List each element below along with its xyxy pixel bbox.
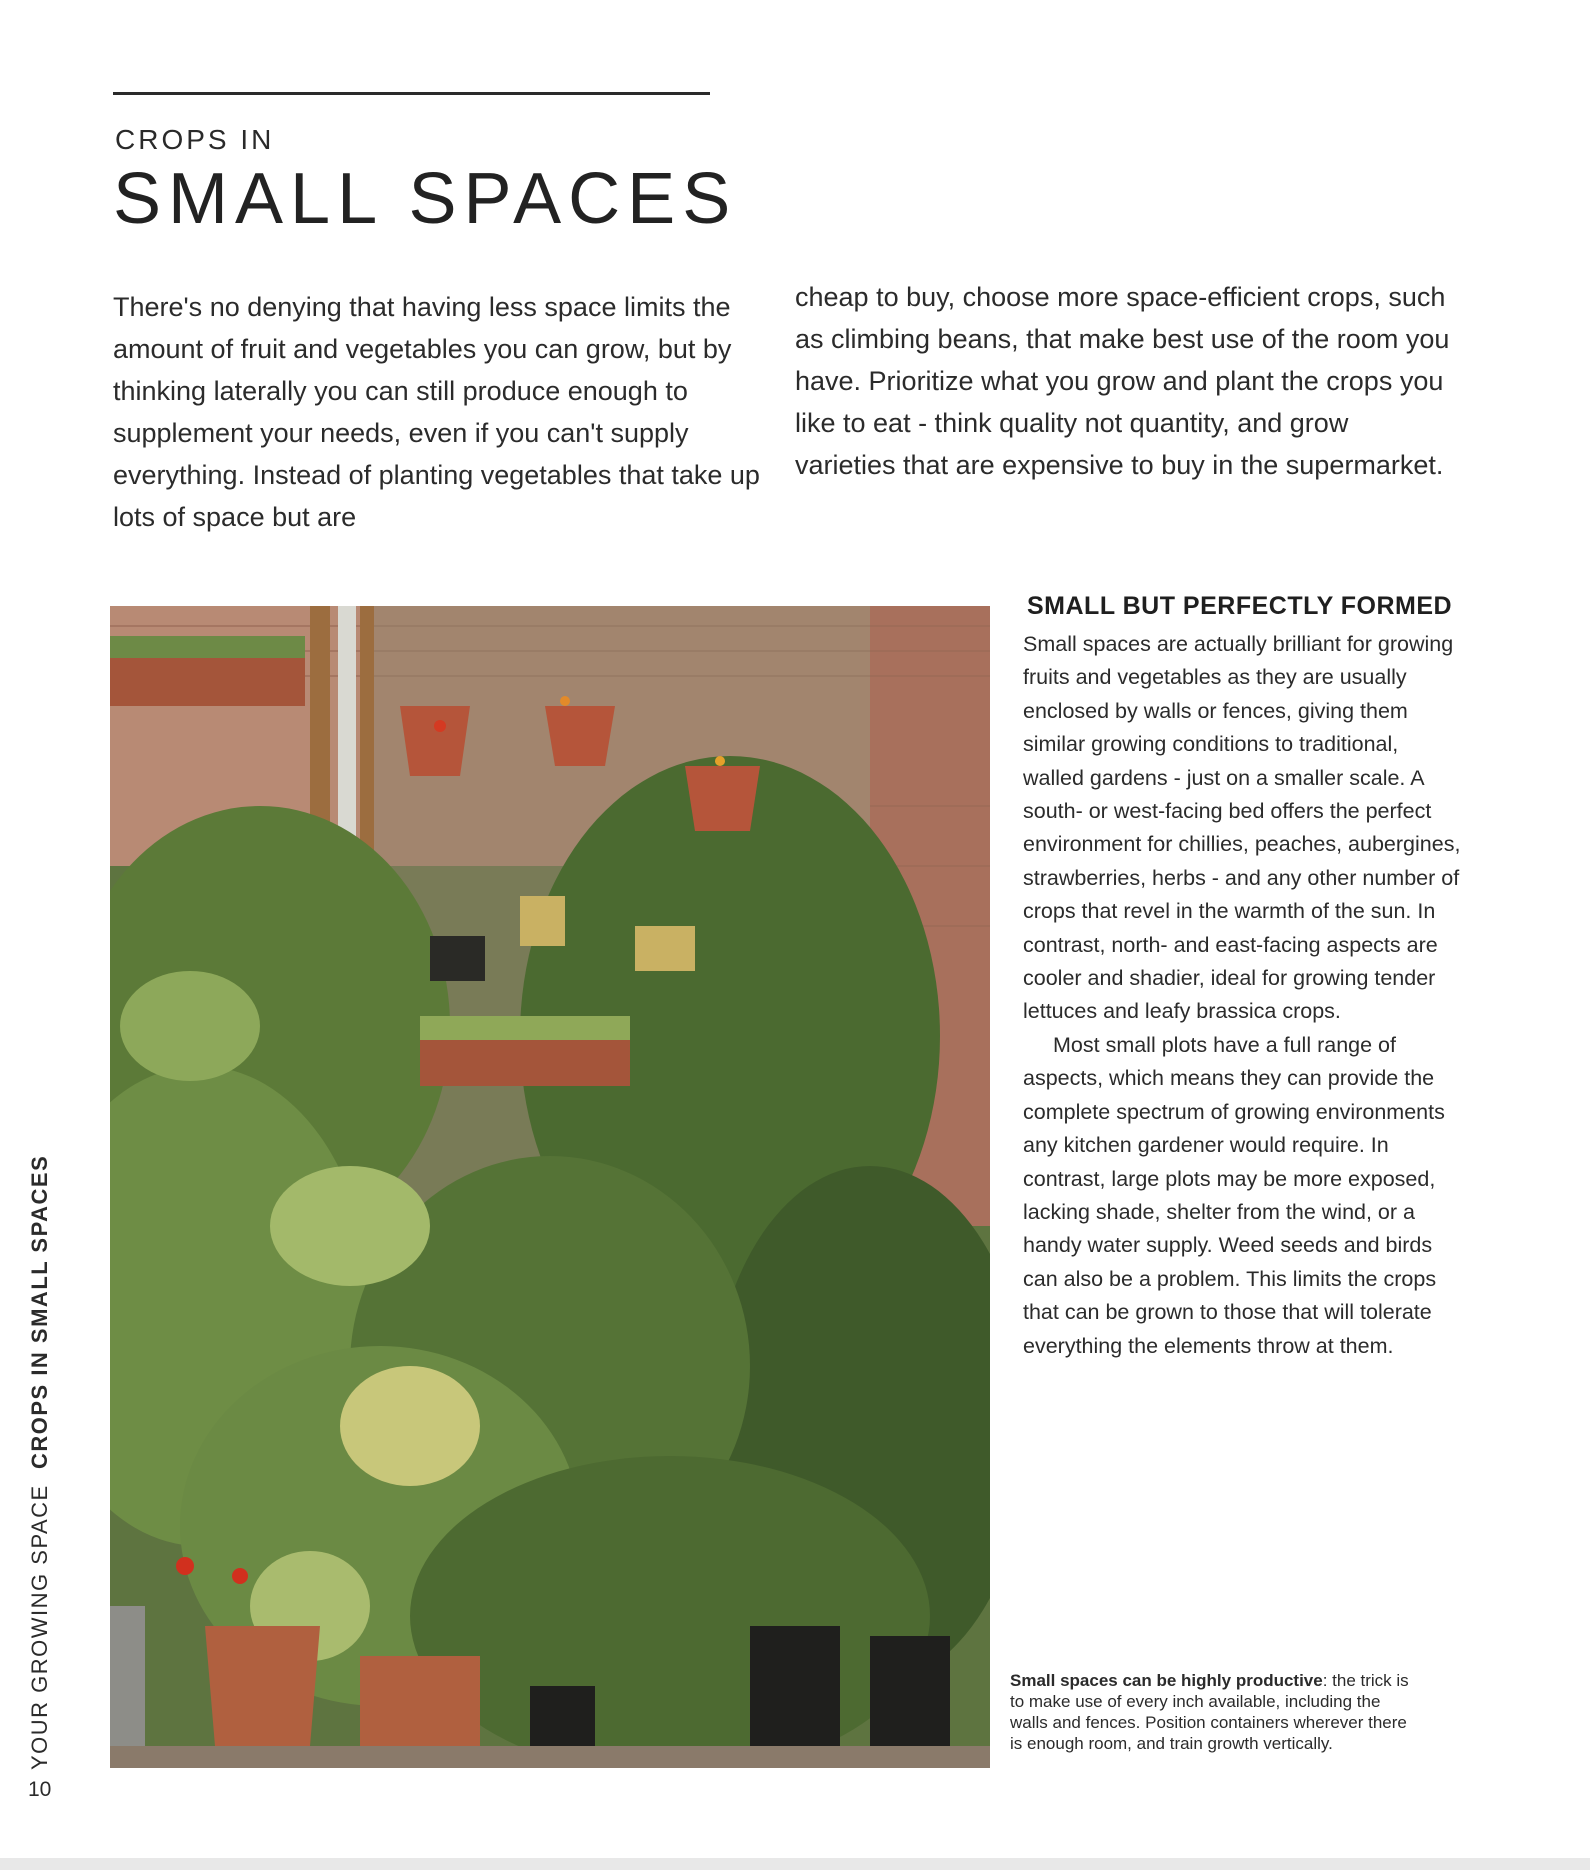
sidebar-paragraph-2: Most small plots have a full range of aspects, which means they can provide the complete spectrum of growing environments any kitchen gardener would require. In contrast, large plots may be more exposed, lacking shade, shelter from the wind, or a handy water supply. Weed seeds and birds can also be a problem. This limits the crops that can be grown to those that will tolerate everything the elements throw at them. <box>1023 1032 1445 1358</box>
sidebar-paragraph-1: Small spaces are actually brilliant for growing fruits and vegetables as they are usually enclosed by walls or fences, giving them similar growing conditions to traditional, walled gardens - just on a smaller scale. A south- or west-facing bed offers the perfect environment for chillies, peaches, aubergines, strawberries, herbs - and any other number of crops that revel in the warmth of the sun. In contrast, north- and east-facing aspects are cooler and shadier, ideal for growing tender lettuces and leafy brassica crops. <box>1023 632 1461 1024</box>
page-edge <box>0 1858 1590 1870</box>
garden-photo <box>110 606 990 1768</box>
page-kicker: CROPS IN <box>115 124 275 155</box>
caption-lead: Small spaces can be highly productive <box>1010 1671 1323 1690</box>
page-title: SMALL SPACES <box>113 159 738 239</box>
sidebar-heading: SMALL BUT PERFECTLY FORMED <box>1027 592 1453 620</box>
intro-column-left <box>113 286 763 538</box>
running-head-section: CROPS IN SMALL SPACES <box>27 1154 52 1470</box>
running-head <box>27 1155 53 1770</box>
intro-text-right: cheap to buy, choose more space-efficient crops, such as climbing beans, that make best use of the room you have. Prioritize what you grow and plant the crops you like to eat - think quality not quantity, and grow varieties that are expensive to buy in the supermarket. <box>795 282 1450 480</box>
intro-text-left: There's no denying that having less space limits the amount of fruit and vegetables you can grow, but by thinking laterally you can still produce enough to supplement your needs, even if you can't supply everything. Instead of planting vegetables that take up lots of space but are <box>113 292 760 532</box>
photo-caption <box>1010 1670 1420 1754</box>
running-head-part: YOUR GROWING SPACE <box>27 1484 52 1770</box>
page-number: 10 <box>28 1778 52 1801</box>
caption-body: : the trick is to make use of every inch available, including the walls and fences. Position containers wherever there is enough room, and train growth vertically. <box>1010 1671 1409 1753</box>
intro-column-right <box>795 276 1455 486</box>
sidebar-text <box>1023 628 1463 1363</box>
header-rule <box>113 92 710 95</box>
